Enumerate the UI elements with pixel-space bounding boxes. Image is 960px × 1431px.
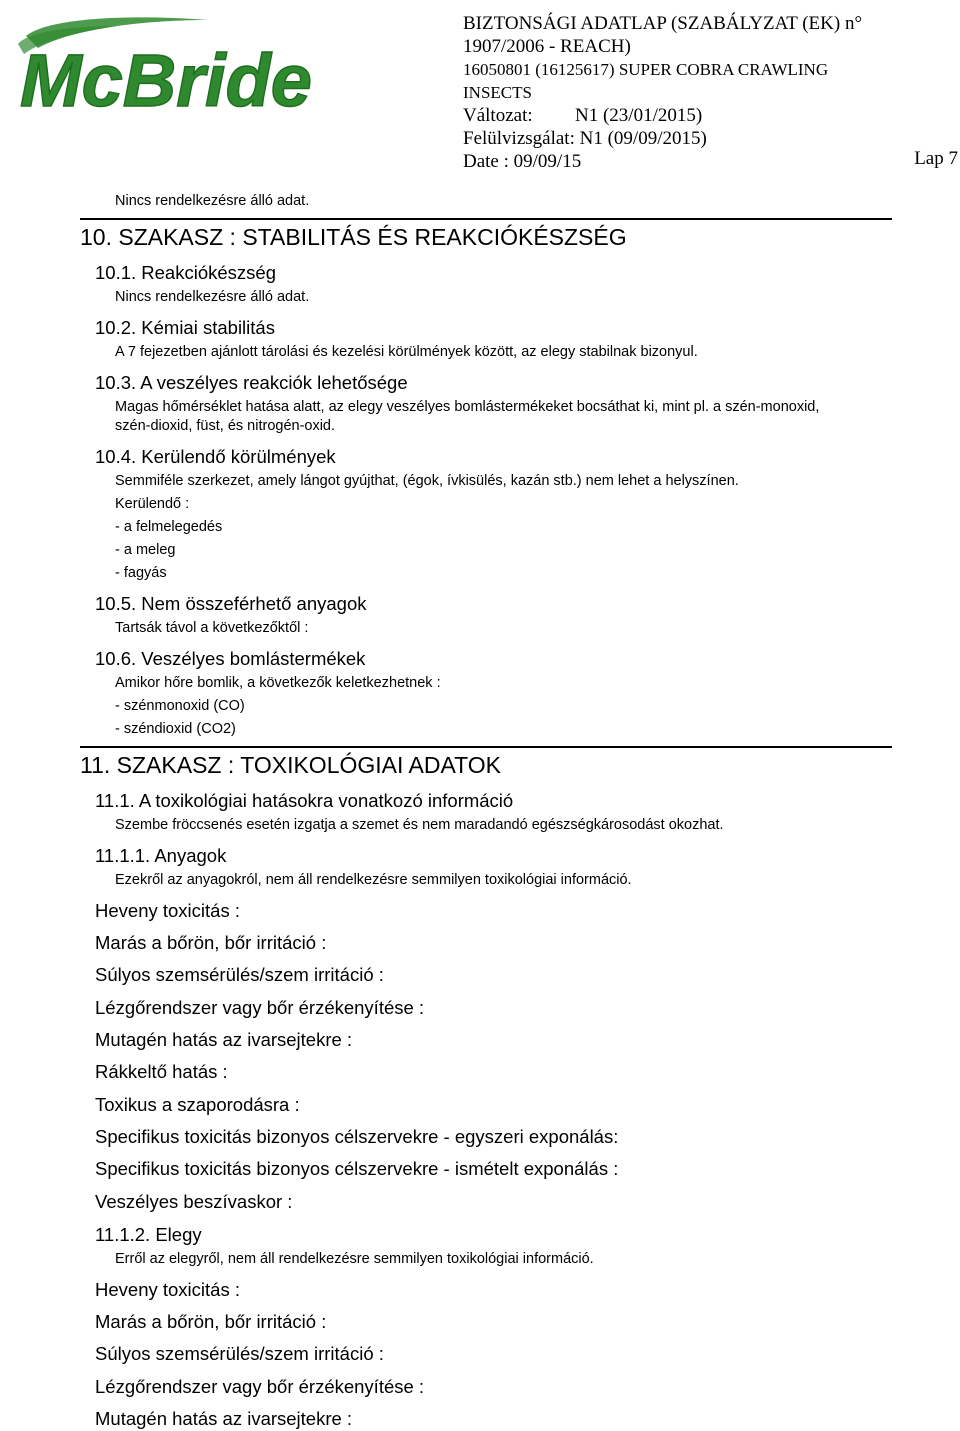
tox-item: Lézgőrendszer vagy bőr érzékenyítése : — [95, 1376, 425, 1397]
list-item: - fagyás — [115, 565, 167, 581]
s10-4-title: 10.4. Kerülendő körülmények — [95, 446, 336, 467]
version-value: N1 (23/01/2015) — [575, 105, 703, 126]
tox-item: Toxikus a szaporodásra : — [95, 1094, 300, 1115]
tox-item: Mutagén hatás az ivarsejtekre : — [95, 1408, 353, 1429]
list-item: - a felmelegedés — [115, 519, 223, 535]
document-header — [463, 12, 943, 173]
page-number: Lap 7 — [914, 148, 958, 169]
s11-1-text: Szembe fröccsenés esetén izgatja a szemet és nem maradandó egészségkárosodást okozhat. — [115, 817, 724, 833]
s10-5-text: Tartsák távol a következőktől : — [115, 620, 309, 636]
version-row — [463, 104, 943, 127]
s10-2-title: 10.2. Kémiai stabilitás — [95, 317, 275, 338]
sheet-title-line2: 1907/2006 - REACH) — [463, 36, 631, 57]
s10-1-title: 10.1. Reakciókészség — [95, 262, 276, 283]
version-label: Változat: — [463, 105, 533, 126]
list-item: - szénmonoxid (CO) — [115, 698, 245, 714]
product-line1: 16050801 (16125617) SUPER COBRA CRAWLING — [463, 60, 829, 79]
tox-item: Mutagén hatás az ivarsejtekre : — [95, 1029, 353, 1050]
s11-1-1-text: Ezekről az anyagokról, nem áll rendelkezésre semmilyen toxikológiai információ. — [115, 872, 632, 888]
section11-title: 11. SZAKASZ : TOXIKOLÓGIAI ADATOK — [80, 752, 501, 778]
section-rule — [80, 746, 892, 748]
section10-title: 10. SZAKASZ : STABILITÁS ÉS REAKCIÓKÉSZSÉG — [80, 224, 627, 250]
s10-3-title: 10.3. A veszélyes reakciók lehetősége — [95, 372, 408, 393]
tox-item: Lézgőrendszer vagy bőr érzékenyítése : — [95, 997, 425, 1018]
tox-item: Heveny toxicitás : — [95, 1279, 240, 1300]
s10-1-text: Nincs rendelkezésre álló adat. — [115, 289, 310, 305]
s11-1-1-title: 11.1.1. Anyagok — [95, 845, 227, 866]
revision-line: Felülvizsgálat: N1 (09/09/2015) — [463, 128, 707, 149]
s10-2-text: A 7 fejezetben ajánlott tárolási és kezelési körülmények között, az elegy stabilnak bizonyul. — [115, 344, 698, 360]
logo-wordmark: McBride — [20, 39, 312, 122]
s10-6-text: Amikor hőre bomlik, a következők keletkezhetnek : — [115, 675, 441, 691]
tox-item: Súlyos szemsérülés/szem irritáció : — [95, 1343, 384, 1364]
tox-item: Súlyos szemsérülés/szem irritáció : — [95, 964, 384, 985]
section-rule — [80, 218, 892, 220]
sheet-title-line1: BIZTONSÁGI ADATLAP (SZABÁLYZAT (EK) n° — [463, 13, 863, 34]
product-line2: INSECTS — [463, 83, 532, 102]
list-item: - a meleg — [115, 542, 176, 558]
tox-item: Marás a bőrön, bőr irritáció : — [95, 1311, 327, 1332]
s10-3-text1: Magas hőmérséklet hatása alatt, az elegy veszélyes bomlástermékeket bocsáthat ki, mint pl. a szén-monoxid, — [115, 399, 820, 415]
tox-item: Marás a bőrön, bőr irritáció : — [95, 932, 327, 953]
s10-5-title: 10.5. Nem összeférhető anyagok — [95, 593, 367, 614]
tox-item: Specifikus toxicitás bizonyos célszervekre - egyszeri exponálás: — [95, 1126, 619, 1147]
s11-1-title: 11.1. A toxikológiai hatásokra vonatkozó információ — [95, 790, 514, 811]
tox-item: Heveny toxicitás : — [95, 900, 240, 921]
s10-4-avoid-label: Kerülendő : — [115, 496, 190, 512]
tox-item: Rákkeltő hatás : — [95, 1061, 228, 1082]
s10-4-text: Semmiféle szerkezet, amely lángot gyújthat, (égok, ívkisülés, kazán stb.) nem lehet a helyszínen. — [115, 473, 739, 489]
s10-6-title: 10.6. Veszélyes bomlástermékek — [95, 648, 366, 669]
tox-item: Specifikus toxicitás bizonyos célszervekre - ismételt exponálás : — [95, 1158, 619, 1179]
mcbride-logo — [8, 14, 338, 124]
date-line: Date : 09/09/15 — [463, 151, 582, 172]
s11-1-2-text: Erről az elegyről, nem áll rendelkezésre semmilyen toxikológiai információ. — [115, 1251, 594, 1267]
s11-1-2-title: 11.1.2. Elegy — [95, 1224, 202, 1245]
s10-3-text2: szén-dioxid, füst, és nitrogén-oxid. — [115, 418, 336, 434]
list-item: - széndioxid (CO2) — [115, 721, 236, 737]
top-note: Nincs rendelkezésre álló adat. — [115, 193, 310, 209]
tox-item: Veszélyes beszívaskor : — [95, 1191, 293, 1212]
